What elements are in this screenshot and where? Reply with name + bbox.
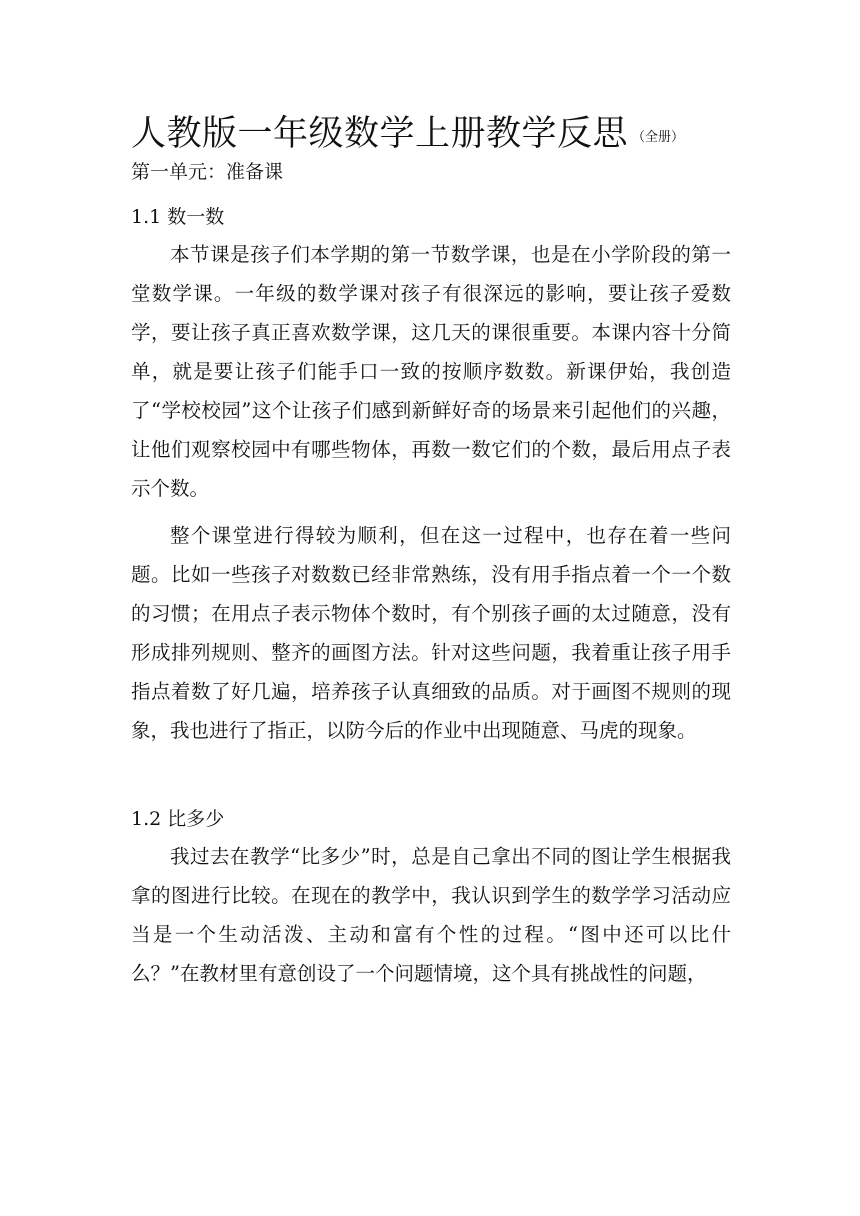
document-title-row [131, 100, 731, 154]
section-spacer [131, 750, 731, 807]
document-title-note: （全册） [632, 130, 685, 145]
paragraph: 本节课是孩子们本学期的第一节数学课，也是在小学阶段的第一堂数学课。一年级的数学课对孩子有很深远的影响，要让孩子爱数学，要让孩子真正喜欢数学课，这几天的课很重要。本课内容十分简单，就是要让孩子们能手口一致的按顺序数数。新课伊始，我创造了“学校校园”这个让孩子们感到新鲜好奇的场景来引起他们的兴趣，让他们观察校园中有哪些物体，再数一数它们的个数，最后用点子表示个数。 [131, 243, 731, 500]
paragraph: 整个课堂进行得较为顺利，但在这一过程中，也存在着一些问题。比如一些孩子对数数已经非常熟练，没有用手指点着一个一个数的习惯；在用点子表示物体个数时，有个别孩子画的太过随意，没有形成排列规则、整齐的画图方法。针对这些问题，我着重让孩子用手指点着数了好几遍，培养孩子认真细致的品质。对于画图不规则的现象，我也进行了指正，以防今后的作业中出现随意、马虎的现象。 [131, 524, 731, 742]
document-title: 人教版一年级数学上册教学反思 [131, 114, 629, 154]
unit-heading: 第一单元：准备课 [131, 161, 284, 183]
section-heading: 1.1 数一数 [131, 206, 225, 228]
document-page [131, 100, 731, 993]
paragraph: 我过去在教学“比多少”时，总是自己拿出不同的图让学生根据我拿的图进行比较。在现在的教学中，我认识到学生的数学学习活动应当是一个生动活泼、主动和富有个性的过程。“图中还可以比什么？”在教材里有意创设了一个问题情境，这个具有挑战性的问题， [131, 845, 731, 985]
section-heading: 1.2 比多少 [131, 808, 225, 830]
